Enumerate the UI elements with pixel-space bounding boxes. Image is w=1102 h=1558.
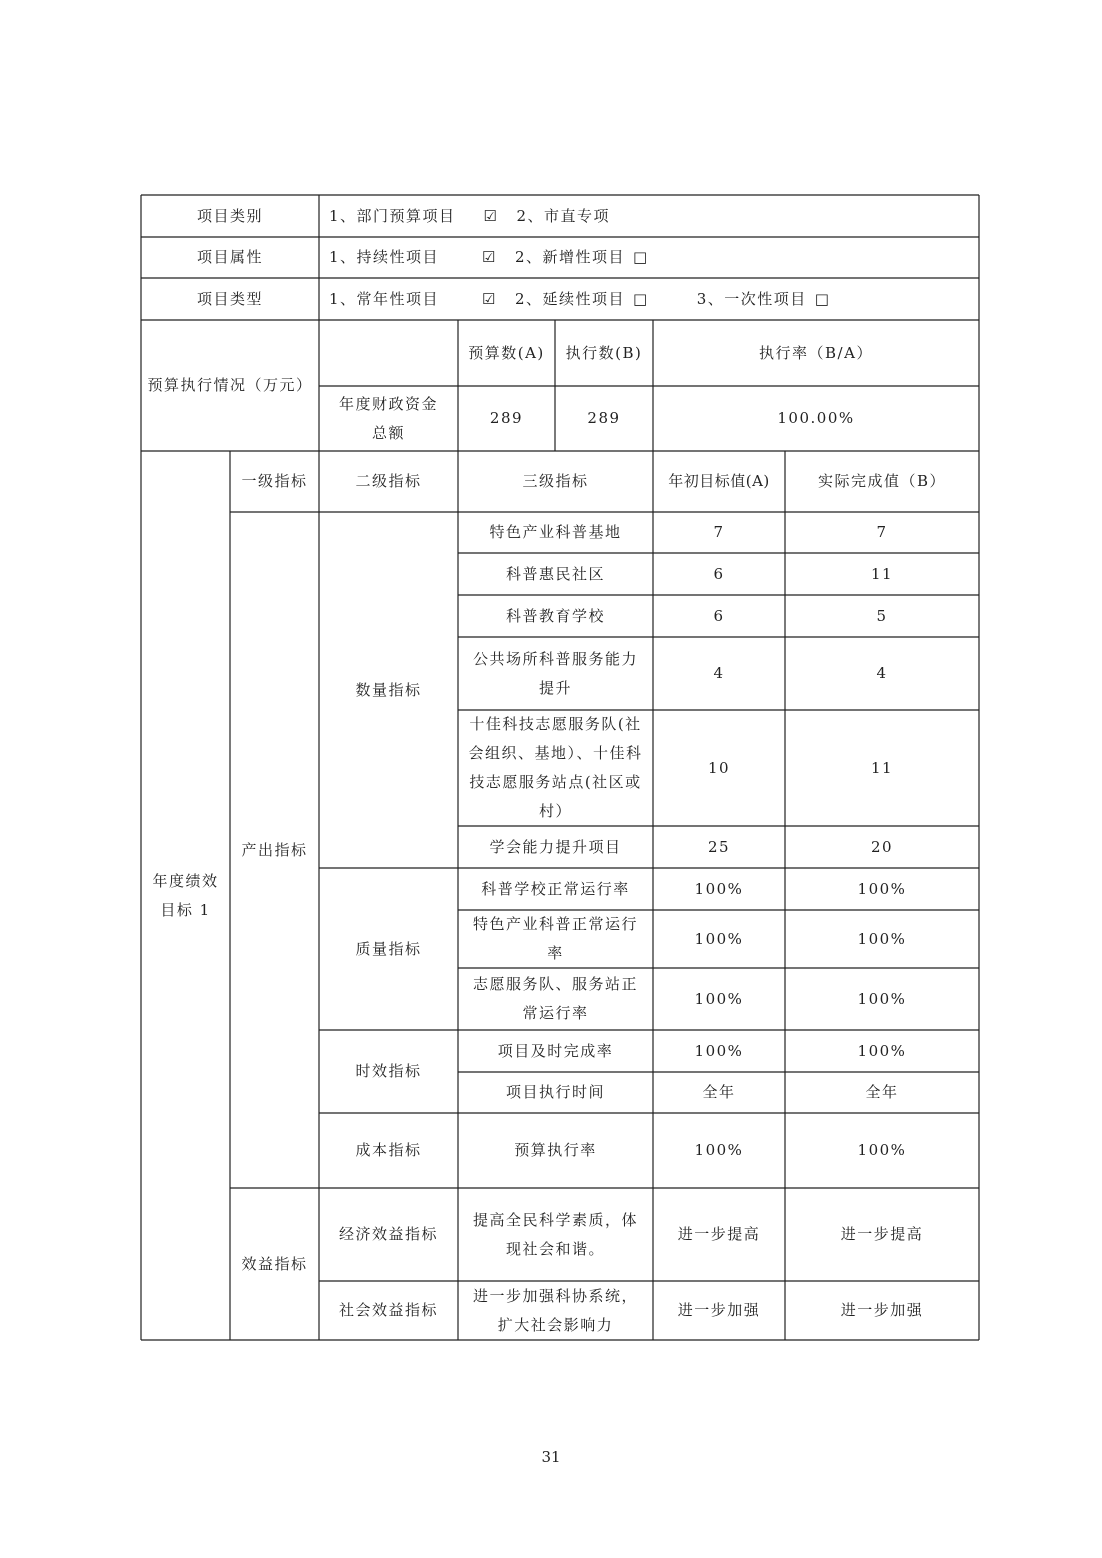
annual-goal-label [141,451,230,1340]
exec-header-b [555,320,653,386]
indicator-target: 进一步加强 [677,1301,761,1319]
indicator-target: 6 [713,564,725,583]
indicator-target: 100% [694,1041,744,1060]
project-type-options [319,278,979,320]
header-text: 执行数(B) [565,343,643,362]
project-attribute-label [141,237,319,278]
label-text: 年度财政资金总额 [338,394,438,442]
indicator-actual: 100% [857,1141,907,1159]
indicator-name: 科普教育学校 [505,606,605,625]
indicator-name: 科普学校正常运行率 [481,879,630,898]
label-text: 经济效益指标 [338,1225,438,1243]
header-text: 执行率（B/A） [759,343,873,362]
indicator-name: 特色产业科普基地 [489,523,622,541]
label-text: 项目属性 [196,248,263,266]
label-text: 预算执行情况（万元） [147,376,313,394]
checkbox-empty-icon[interactable]: □ [633,289,649,308]
page-number: 31 [541,1448,561,1466]
label-text: 项目类别 [196,206,263,225]
level2-economic [319,1188,458,1281]
rate-header [653,320,979,386]
label-text: 时效指标 [355,1062,422,1080]
indicator-name: 项目及时完成率 [497,1041,614,1060]
indicator-name: 预算执行率 [514,1141,597,1159]
checkbox-checked-icon[interactable]: ☑ [482,248,497,266]
indicator-actual: 7 [876,523,888,541]
indicator-name: 学会能力提升项目 [489,837,622,856]
indicator-name: 十佳科技志愿服务队(社会组织、基地）、十佳科技志愿服务站点(社区或村） [468,715,643,820]
indicator-actual: 4 [876,664,888,682]
indicator-target: 100% [694,1141,744,1159]
indicator-actual: 11 [870,758,894,777]
indicator-actual: 全年 [865,1083,899,1101]
indicator-target: 进一步提高 [677,1225,761,1243]
indicator-actual: 100% [857,879,907,898]
level2-social [319,1281,458,1340]
level2-quality [319,868,458,1030]
checkbox-empty-icon[interactable]: □ [814,289,831,308]
indicator-name: 特色产业科普正常运行率 [472,915,638,962]
value-text: 100.00% [777,409,855,427]
label-text: 年度绩效目标 1 [152,871,219,919]
label-text: 质量指标 [355,939,422,958]
option-city-special: 2、市直专项 [516,206,611,225]
budget-header-a [458,320,555,386]
level1-output [230,512,319,1188]
indicator-name: 公共场所科普服务能力提升 [472,649,638,697]
indicator-name: 志愿服务队、服务站正常运行率 [472,975,638,1022]
header-actual [785,451,979,512]
rate-value [653,386,979,451]
annual-fund-label [319,386,458,451]
level2-quantity [319,512,458,868]
option-annual: 1、常年性项目 [329,289,440,308]
label-text: 效益指标 [241,1254,308,1273]
header-level2 [319,451,458,512]
indicator-actual: 20 [870,837,894,856]
header-text: 一级指标 [241,472,308,490]
indicator-target: 6 [713,606,725,625]
label-text: 社会效益指标 [338,1301,438,1319]
label-text: 项目类型 [196,289,263,308]
header-level1 [230,451,319,512]
option-one-time: 3、一次性项目 [696,289,807,308]
header-text: 预算数(A) [468,343,545,362]
level1-benefit [230,1188,319,1340]
label-text: 产出指标 [241,840,308,859]
indicator-target: 100% [694,989,744,1008]
header-level3 [458,451,653,512]
indicator-actual: 5 [876,606,888,625]
indicator-target: 100% [694,879,744,898]
project-category-options [319,195,979,237]
indicator-actual: 100% [857,989,907,1008]
checkbox-checked-icon[interactable]: ☑ [483,206,499,225]
label-text: 数量指标 [355,680,422,699]
indicator-actual: 100% [857,929,907,948]
project-category-label [141,195,319,237]
option-extended: 2、延续性项目 [515,289,626,308]
level2-cost [319,1113,458,1188]
budget-value [458,386,555,451]
checkbox-empty-icon[interactable]: □ [633,248,649,266]
indicator-actual: 进一步提高 [840,1225,924,1243]
indicator-name: 项目执行时间 [505,1083,605,1101]
indicator-target: 4 [713,664,725,682]
header-target [653,451,785,512]
indicator-name: 提高全民科学素质，体现社会和谐。 [472,1210,638,1258]
option-department-budget: 1、部门预算项目 [329,206,456,225]
option-continuing: 1、持续性项目 [329,248,440,266]
indicator-target: 10 [707,758,731,777]
indicator-target: 7 [713,523,725,541]
indicator-name: 科普惠民社区 [505,564,605,583]
indicator-actual: 100% [857,1041,907,1060]
level2-timeliness [319,1030,458,1113]
header-text: 三级指标 [522,472,589,490]
checkbox-checked-icon[interactable]: ☑ [482,289,497,308]
project-type-label [141,278,319,320]
project-attribute-options [319,237,979,278]
budget-label [141,320,319,451]
header-text: 二级指标 [355,472,422,490]
indicator-target: 25 [707,837,731,856]
header-text: 实际完成值（B） [817,472,947,490]
indicator-target: 100% [694,929,744,948]
value-text: 289 [489,409,524,427]
indicator-actual: 进一步加强 [840,1301,924,1319]
indicator-target: 全年 [702,1083,736,1101]
label-text: 成本指标 [355,1141,422,1159]
value-text: 289 [587,409,621,427]
option-new: 2、新增性项目 [515,248,626,266]
header-text: 年初目标值(A) [668,472,770,490]
indicator-name: 进一步加强科协系统，扩大社会影响力 [472,1286,638,1334]
exec-value [555,386,653,451]
indicator-actual: 11 [870,564,894,583]
